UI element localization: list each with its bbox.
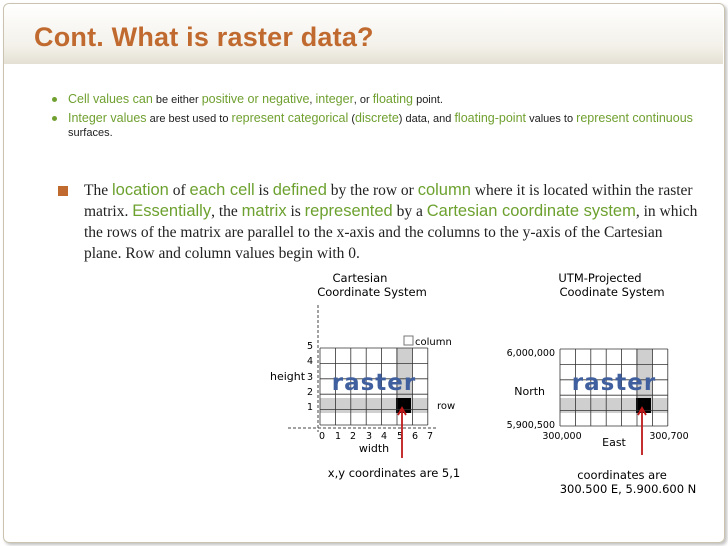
highlighted-term: Cell values can [68, 92, 153, 106]
raster-label: raster [571, 370, 657, 396]
utm-title-line2: Coodinate System [559, 285, 665, 299]
x-left-label: 300,000 [542, 431, 582, 442]
x-tick-labels [319, 431, 433, 442]
highlighted-term: integer [315, 92, 354, 106]
y-tick-label: 2 [306, 387, 313, 398]
y-tick-label: 5 [306, 341, 313, 352]
cartesian-diagram [270, 271, 460, 480]
cartesian-caption: x,y coordinates are 5,1 [327, 466, 461, 480]
x-tick-label: 7 [426, 431, 434, 442]
text-run: , [309, 94, 316, 106]
highlighted-term: Cartesian coordinate system [426, 202, 636, 220]
highlighted-term: represent categorical [231, 110, 349, 125]
y-tick-labels [307, 341, 313, 413]
highlighted-term: Integer values [68, 110, 147, 125]
column-label: column [415, 337, 452, 348]
utm-caption-line2: 300.500 E, 5.900.600 N [559, 482, 697, 496]
y-top-label: 6,000,000 [506, 348, 555, 359]
east-label: East [602, 436, 626, 449]
text-run: by the row or [326, 182, 418, 199]
row-label: row [437, 401, 456, 412]
text-run: , in which the rows of the matrix are parallel to the x-axis and the columns to the y-axis of the Cartesian plane. Row and column values begin with 0. [84, 203, 698, 262]
text-run: ( [348, 112, 355, 125]
text-run: surfaces. [68, 127, 113, 139]
x-tick-label: 0 [318, 431, 326, 442]
y-bottom-label: 5,900,500 [506, 420, 555, 431]
x-tick-label: 4 [380, 431, 388, 442]
utm-diagram [507, 271, 697, 496]
highlighted-term: location [111, 181, 169, 199]
y-tick-label: 4 [306, 356, 313, 367]
text-run: The [84, 182, 112, 199]
x-tick-label: 6 [411, 431, 419, 442]
slide-title: Cont. What is raster data? [34, 22, 374, 52]
text-run: is [286, 203, 305, 220]
text-run: ) data, and [398, 112, 455, 125]
column-legend-swatch [404, 336, 413, 345]
highlighted-term: discrete [355, 110, 399, 125]
highlighted-term: defined [272, 181, 327, 199]
text-run: be either [152, 94, 202, 106]
highlighted-term: column [417, 181, 471, 199]
text-run: , the [211, 203, 242, 220]
utm-caption-line1: coordinates are [577, 468, 667, 482]
text-run: by a [392, 203, 427, 220]
text-run: are best used to [146, 112, 232, 125]
x-tick-label: 1 [334, 431, 342, 442]
highlighted-term: Essentially [132, 202, 212, 220]
y-tick-label: 3 [306, 372, 313, 383]
height-label: height [270, 370, 306, 383]
highlighted-term: floating [372, 92, 414, 106]
x-tick-label: 2 [349, 431, 357, 442]
highlighted-term: floating-point [454, 110, 527, 125]
x-right-label: 300,700 [649, 431, 689, 442]
text-run: is [254, 182, 273, 199]
text-run: point. [413, 94, 443, 106]
highlighted-term: each cell [189, 181, 255, 199]
x-tick-label: 3 [365, 431, 373, 442]
cartesian-title-line2: Coordinate System [317, 285, 427, 299]
text-run: of [168, 182, 190, 199]
text-run: values to [526, 112, 577, 125]
north-label: North [514, 385, 545, 398]
raster-label: raster [331, 370, 417, 396]
y-tick-label: 1 [306, 402, 313, 413]
highlighted-term: represent continuous [576, 110, 693, 125]
x-tick-label: 5 [396, 431, 404, 442]
cartesian-title-line1: Cartesian [332, 271, 388, 285]
utm-title-line1: UTM-Projected [558, 271, 642, 285]
highlighted-term: positive or negative [201, 92, 310, 106]
width-label: width [358, 442, 390, 455]
highlighted-term: represented [304, 202, 393, 220]
highlighted-term: matrix [241, 202, 287, 220]
text-run: , or [353, 94, 373, 106]
text-run: where it is located within the raster matrix. [84, 182, 693, 220]
